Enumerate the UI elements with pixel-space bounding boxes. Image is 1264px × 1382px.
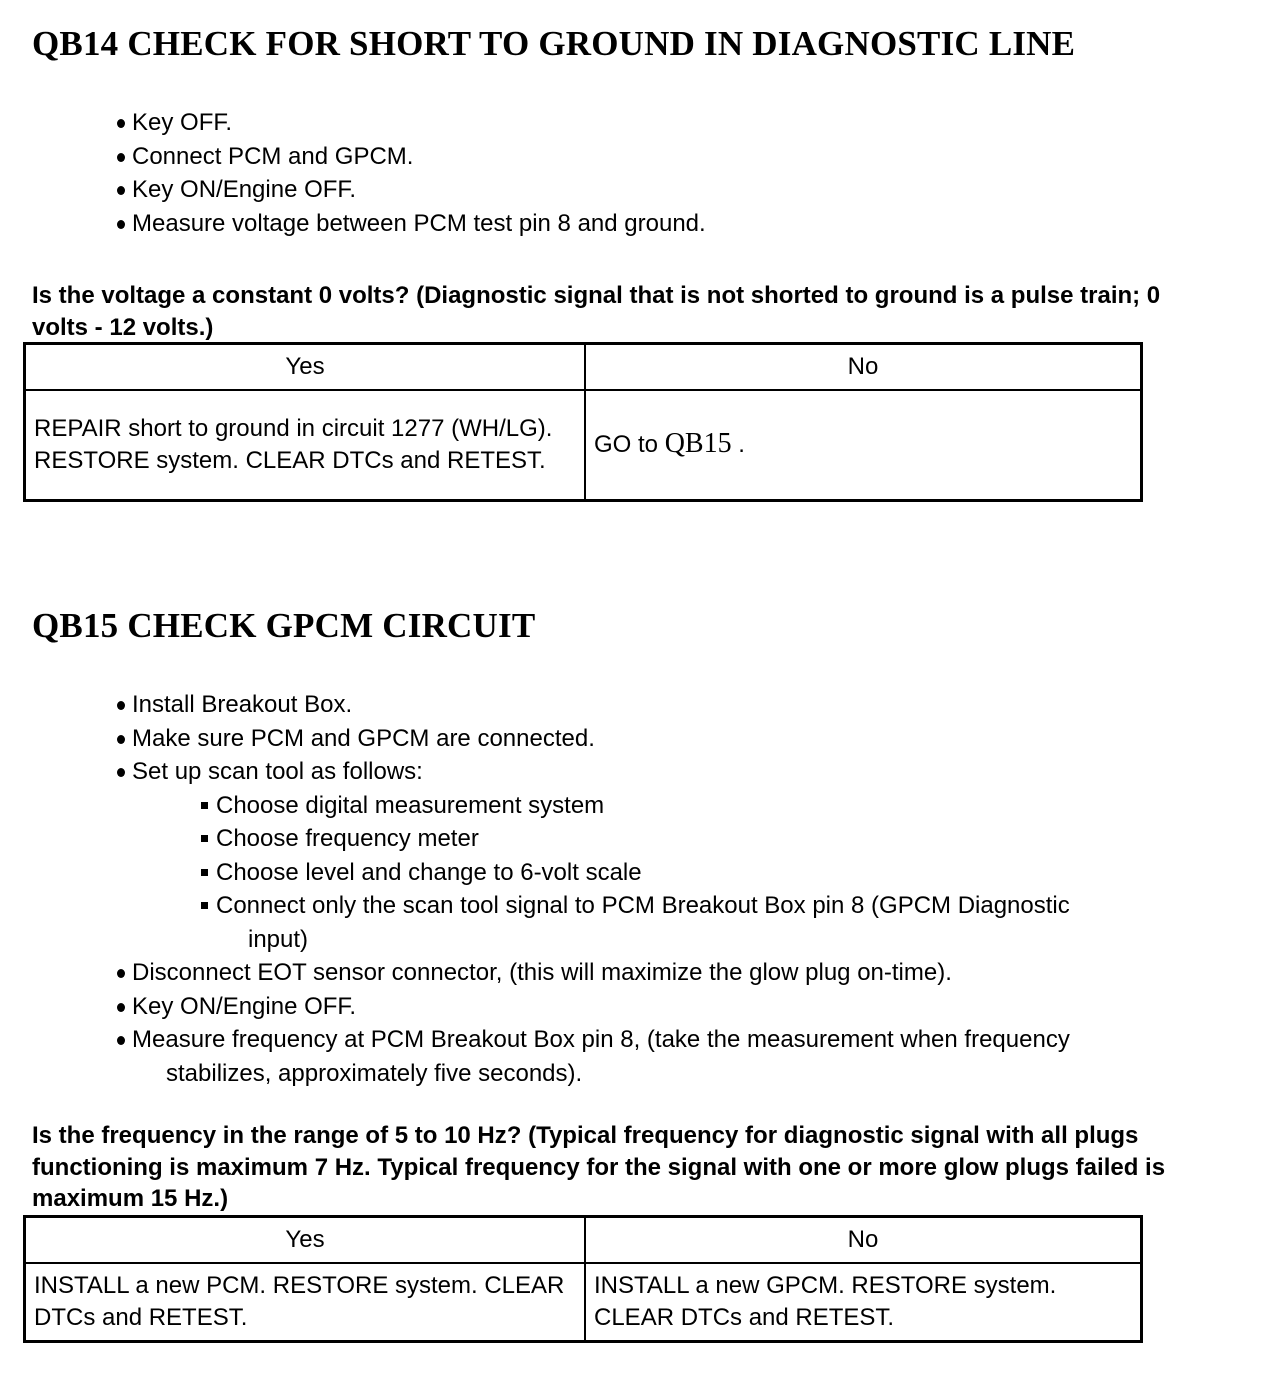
section-title-qb15: QB15 CHECK GPCM CIRCUIT — [32, 606, 536, 645]
qb15-question: Is the frequency in the range of 5 to 10 Hz? (Typical frequency for diagnostic signal with all plugs functioning is maximum 7 Hz. Typical frequency for the signal with one or more glow plugs failed is maximum 15 Hz.) — [32, 1122, 1166, 1212]
scan-tool-substeps — [116, 789, 1070, 957]
table-cell-yes: REPAIR short to ground in circuit 1277 (WH/LG). RESTORE system. CLEAR DTCs and RETEST. — [25, 390, 586, 500]
bullet-icon — [117, 1003, 125, 1012]
qb14-decision-table — [23, 342, 1143, 502]
substep-item: Choose level and change to 6-volt scale — [200, 856, 1070, 890]
step-item: Measure voltage between PCM test pin 8 and ground. — [116, 207, 706, 241]
step-item: Key OFF. — [116, 106, 706, 140]
bullet-icon — [117, 1036, 125, 1045]
table-header-yes: Yes — [25, 1217, 586, 1264]
square-bullet-icon — [201, 869, 208, 876]
table-header-yes: Yes — [25, 344, 586, 391]
qb15-link[interactable]: QB15 — [664, 428, 732, 460]
qb14-question: Is the voltage a constant 0 volts? (Diagnostic signal that is not shorted to ground is a pulse train; 0 volts - 12 volts.) — [32, 282, 1161, 341]
qb14-steps-list — [116, 106, 706, 240]
table-cell-no: INSTALL a new GPCM. RESTORE system. CLEAR DTCs and RETEST. — [585, 1263, 1142, 1341]
square-bullet-icon — [201, 802, 208, 809]
bullet-icon — [117, 153, 125, 162]
bullet-icon — [117, 220, 125, 229]
qb15-steps-list — [116, 688, 1070, 1090]
bullet-icon — [117, 969, 125, 978]
step-item: Make sure PCM and GPCM are connected. — [116, 722, 1070, 756]
table-header-no: No — [585, 344, 1142, 391]
step-item: Disconnect EOT sensor connector, (this will maximize the glow plug on-time). — [116, 956, 1070, 990]
substep-item: Choose frequency meter — [200, 822, 1070, 856]
step-item: Install Breakout Box. — [116, 688, 1070, 722]
step-item: Key ON/Engine OFF. — [116, 990, 1070, 1024]
substep-item: Choose digital measurement system — [200, 789, 1070, 823]
section-title-qb14: QB14 CHECK FOR SHORT TO GROUND IN DIAGNOSTIC LINE — [32, 24, 1076, 63]
step-item: Key ON/Engine OFF. — [116, 173, 706, 207]
step-item: Measure frequency at PCM Breakout Box pin 8, (take the measurement when frequency stabilizes, approximately five seconds). — [116, 1023, 1070, 1090]
qb15-decision-table — [23, 1215, 1143, 1343]
square-bullet-icon — [201, 902, 208, 909]
bullet-icon — [117, 735, 125, 744]
bullet-icon — [117, 119, 125, 128]
square-bullet-icon — [201, 835, 208, 842]
table-header-no: No — [585, 1217, 1142, 1264]
step-item: Set up scan tool as follows: Choose digital measurement system Choose frequency meter Choose level and change to 6-volt scale Connect only the scan tool signal to PCM Breakout Box pin 8 (GPCM Diagnostic input) — [116, 755, 1070, 956]
table-cell-yes: INSTALL a new PCM. RESTORE system. CLEAR DTCs and RETEST. — [25, 1263, 586, 1341]
substep-item: Connect only the scan tool signal to PCM Breakout Box pin 8 (GPCM Diagnostic input) — [200, 889, 1070, 956]
step-item: Connect PCM and GPCM. — [116, 140, 706, 174]
table-cell-no: GO to QB15 . — [585, 390, 1142, 500]
bullet-icon — [117, 186, 125, 195]
bullet-icon — [117, 768, 125, 777]
bullet-icon — [117, 701, 125, 710]
